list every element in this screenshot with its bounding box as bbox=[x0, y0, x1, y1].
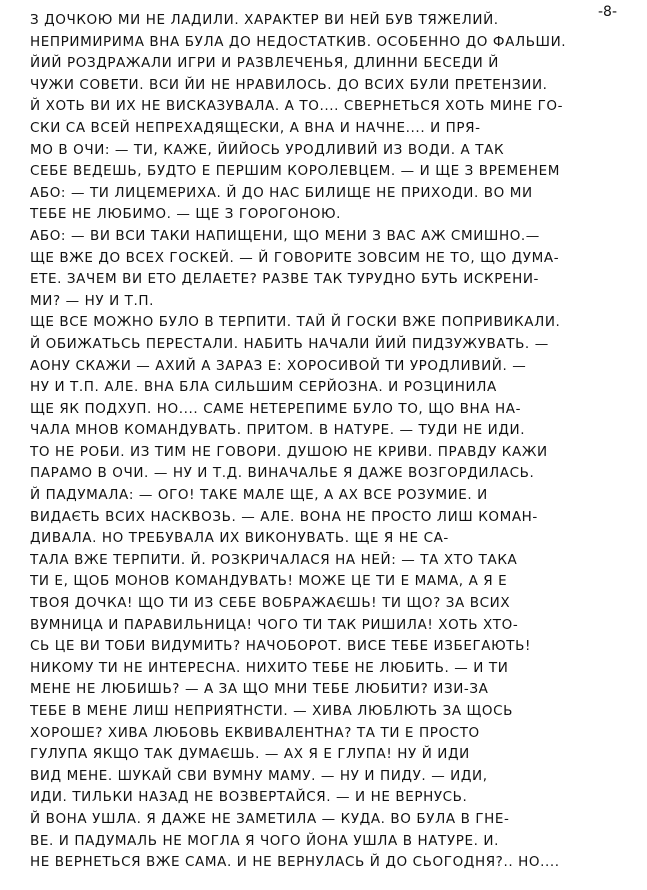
text-line: Й ВОНА УШЛА. Я ДАЖЕ НЕ ЗАМЕТИЛА — КУДА. ВО БУЛА В ГНЕ- bbox=[30, 810, 510, 827]
text-line: ХОРОШЕ? ХИВА ЛЮБОВЬ ЕКВИВАЛЕНТНА? ТА ТИ Е ПРОСТО bbox=[30, 724, 480, 741]
handwritten-text-block bbox=[30, 10, 620, 874]
text-line: ПАРАМО В ОЧИ. — НУ И Т.Д. ВИНАЧАЛЬЕ Я ДАЖЕ ВОЗГОРДИЛАСЬ. bbox=[30, 465, 535, 482]
text-line: НУ И Т.П. АЛЕ. ВНА БЛА СИЛЬШИМ СЕРЙОЗНА. И РОЗЦИНИЛА bbox=[30, 379, 497, 396]
text-line: ЩЕ ВСЕ МОЖНО БУЛО В ТЕРПИТИ. ТАЙ Й ГОСКИ ВЖЕ ПОПРИВИКАЛИ. bbox=[30, 314, 561, 331]
text-line: НЕПРИМИРИМА ВНА БУЛА ДО НЕДОСТАТКИВ. ОСОБЕННО ДО ФАЛЬШИ. bbox=[30, 33, 567, 50]
text-line: НЕ ВЕРНЕТЬСЯ ВЖЕ САМА. И НЕ ВЕРНУЛАСЬ Й ДО СЬОГОДНЯ?.. НО.... bbox=[30, 854, 560, 871]
text-line: ВИД МЕНЕ. ШУКАЙ СВИ ВУМНУ МАМУ. — НУ И ПИДУ. — ИДИ, bbox=[30, 767, 488, 784]
text-line: ТИ Е, ЩОБ МОНОВ КОМАНДУВАТЬ! МОЖЕ ЦЕ ТИ Е МАМА, А Я Е bbox=[30, 573, 508, 590]
text-line: АОНУ СКАЖИ — АХИЙ А ЗАРАЗ Е: ХОРОСИВОЙ ТИ УРОДЛИВИЙ. — bbox=[30, 357, 527, 374]
text-line: МЕНЕ НЕ ЛЮБИШЬ? — А ЗА ЩО МНИ ТЕБЕ ЛЮБИТИ? ИЗИ-ЗА bbox=[30, 681, 489, 698]
text-line: ЕТЕ. ЗАЧЕМ ВИ ЕТО ДЕЛАЕТЕ? РАЗВЕ ТАК ТУРУДНО БУТЬ ИСКРЕНИ- bbox=[30, 271, 539, 288]
text-line: МИ? — НУ И Т.П. bbox=[30, 292, 155, 309]
text-line: ТВОЯ ДОЧКА! ЩО ТИ ИЗ СЕБЕ ВОБРАЖАЄШЬ! ТИ ЩО? ЗА ВСИХ bbox=[30, 595, 511, 612]
text-line: ЙИЙ РОЗДРАЖАЛИ ИГРИ И РАЗВЛЕЧЕНЬЯ, ДЛИННИ БЕСЕДИ Й bbox=[30, 55, 499, 72]
text-line: АБО: — ВИ ВСИ ТАКИ НАПИЩЕНИ, ЩО МЕНИ З ВАС АЖ СМИШНО.— bbox=[30, 227, 540, 244]
text-line: МО В ОЧИ: — ТИ, КАЖЕ, ЙИЙОСЬ УРОДЛИВИЙ ИЗ ВОДИ. А ТАК bbox=[30, 141, 505, 158]
text-line: ТО НЕ РОБИ. ИЗ ТИМ НЕ ГОВОРИ. ДУШОЮ НЕ КРИВИ. ПРАВДУ КАЖИ bbox=[30, 443, 548, 460]
text-line: ГУЛУПА ЯКЩО ТАК ДУМАЄШЬ. — АХ Я Е ГЛУПА! НУ Й ИДИ bbox=[30, 746, 470, 763]
text-line: НИКОМУ ТИ НЕ ИНТЕРЕСНА. НИХИТО ТЕБЕ НЕ ЛЮБИТЬ. — И ТИ bbox=[30, 659, 509, 676]
text-line: ВУМНИЦА И ПАРАВИЛЬНИЦА! ЧОГО ТИ ТАК РИШИЛА! ХОТЬ ХТО- bbox=[30, 616, 519, 633]
page-number: -8- bbox=[597, 4, 617, 20]
text-line: ТЕБЕ НЕ ЛЮБИМО. — ЩЕ З ГОРОГОНОЮ. bbox=[30, 206, 342, 223]
text-line: ЩЕ ЯК ПОДХУП. НО.... САМЕ НЕТЕРЕПИМЕ БУЛО ТО, ЩО ВНА НА- bbox=[30, 400, 522, 417]
text-line: ТЕБЕ В МЕНЕ ЛИШ НЕПРИЯТНСТИ. — ХИВА ЛЮБЛЮТЬ ЗА ЩОСЬ bbox=[30, 703, 514, 719]
text-line: СЬ ЦЕ ВИ ТОБИ ВИДУМИТЬ? НАЧОБОРОТ. ВИСЕ ТЕБЕ ИЗБЕГАЮТЬ! bbox=[30, 638, 532, 655]
text-line: ТАЛА ВЖЕ ТЕРПИТИ. Й. РОЗКРИЧАЛАСЯ НА НЕЙ: — ТА ХТО ТАКА bbox=[30, 551, 518, 568]
text-line: ИДИ. ТИЛЬКИ НАЗАД НЕ ВОЗВЕРТАЙСЯ. — И НЕ ВЕРНУСЬ. bbox=[30, 789, 468, 806]
text-line: СКИ СА ВСЕЙ НЕПРЕХАДЯЩЕСКИ, А ВНА И НАЧНЕ.... И ПРЯ- bbox=[30, 119, 481, 136]
text-line: ВИДАЄТЬ ВСИХ НАСКВОЗЬ. — АЛЕ. ВОНА НЕ ПРОСТО ЛИШ КОМАН- bbox=[30, 508, 538, 525]
text-line: Й ХОТЬ ВИ ИХ НЕ ВИСКАЗУВАЛА. А ТО.... СВЕРНЕТЬСЯ ХОТЬ МИНЕ ГО- bbox=[30, 98, 564, 115]
text-line: ЩЕ ВЖЕ ДО ВСЕХ ГОСКЕЙ. — Й ГОВОРИТЕ ЗОВСИМ НЕ ТО, ЩО ДУМА- bbox=[30, 249, 560, 266]
text-line: ДИВАЛА. НО ТРЕБУВАЛА ИХ ВИКОНУВАТЬ. ЩЕ Я НЕ СА- bbox=[30, 530, 449, 547]
text-line: З ДОЧКОЮ МИ НЕ ЛАДИЛИ. ХАРАКТЕР ВИ НЕЙ БУВ ТЯЖЕЛИЙ. bbox=[30, 12, 499, 28]
text-line: ЧУЖИ СОВЕТИ. ВСИ ЙИ НЕ НРАВИЛОСЬ. ДО ВСИХ БУЛИ ПРЕТЕНЗИИ. bbox=[30, 76, 548, 93]
text-line: ВЕ. И ПАДУМАЛЬ НЕ МОГЛА Я ЧОГО ЙОНА УШЛА В НАТУРЕ. И. bbox=[30, 832, 499, 849]
text-line: Й ПАДУМАЛА: — ОГО! ТАКЕ МАЛЕ ЩЕ, А АХ ВСЕ РОЗУМИЕ. И bbox=[30, 487, 488, 504]
text-line: АБО: — ТИ ЛИЦЕМЕРИХА. Й ДО НАС БИЛИЩЕ НЕ ПРИХОДИ. ВО МИ bbox=[30, 184, 533, 201]
text-line: Й ОБИЖАТЬСЬ ПЕРЕСТАЛИ. НАБИТЬ НАЧАЛИ ЙИЙ ПИДЗУЖУВАТЬ. — bbox=[30, 335, 549, 352]
text-line: СЕБЕ ВЕДЕШЬ, БУДТО Е ПЕРШИМ КОРОЛЕВЦЕМ. — И ЩЕ З ВРЕМЕНЕМ bbox=[30, 163, 561, 180]
text-line: ЧАЛА МНОВ КОМАНДУВАТЬ. ПРИТОМ. В НАТУРЕ. — ТУДИ НЕ ИДИ. bbox=[30, 422, 526, 439]
